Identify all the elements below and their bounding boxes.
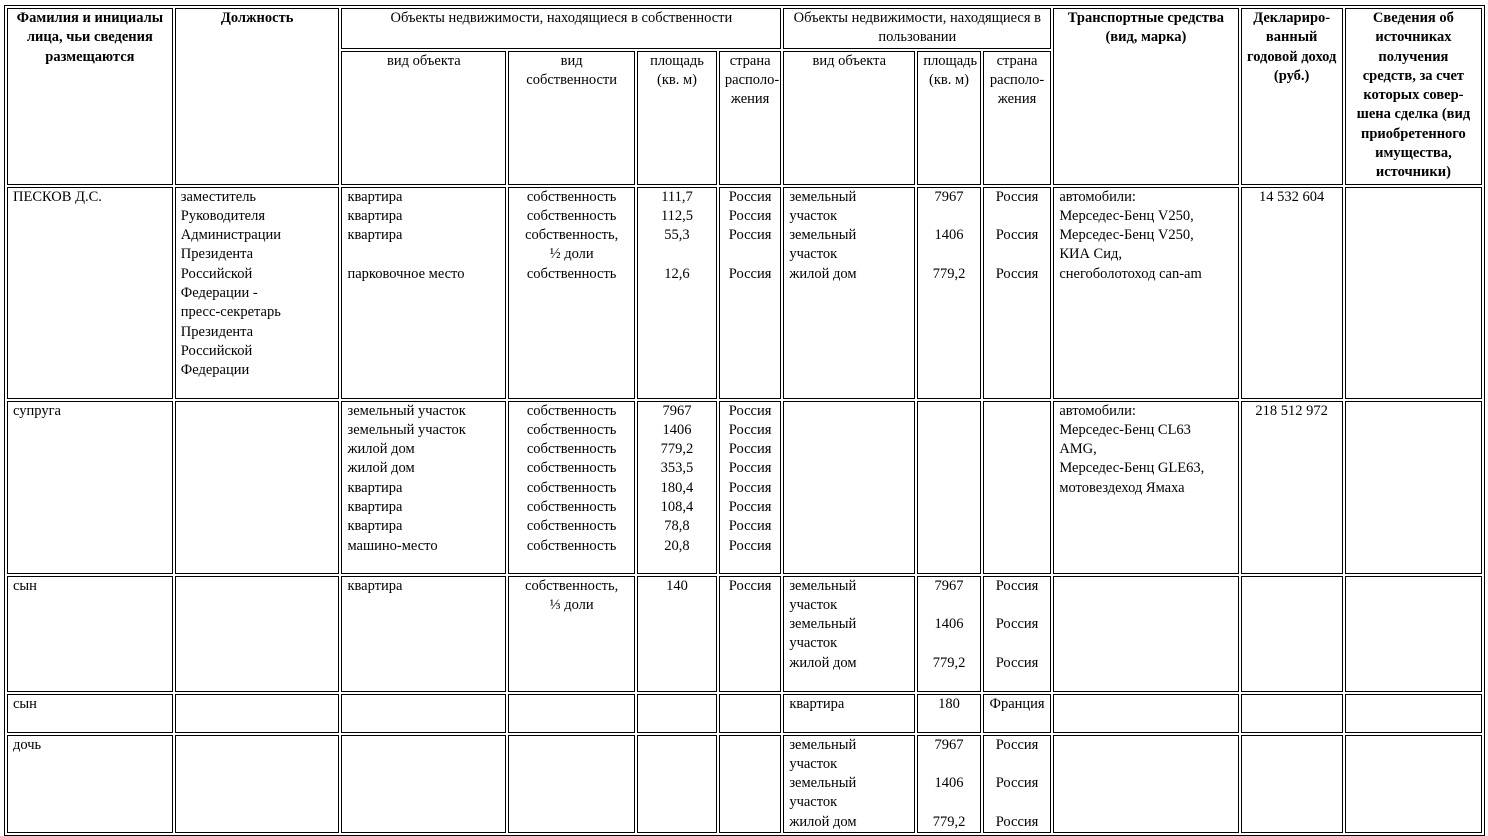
cell-line: Россия [728, 460, 772, 477]
cell-line: участок [789, 207, 838, 224]
cell-line: собственность, [525, 577, 619, 594]
position-cell [175, 576, 340, 692]
cell-line: участок [789, 794, 838, 811]
owned-area-cell [637, 187, 717, 399]
owned-object-type-cell [341, 735, 506, 833]
cell-line: Мерседес-Бенц GLE63, [1059, 460, 1205, 477]
cell-line: Россия [728, 499, 772, 516]
sources-cell [1345, 401, 1482, 574]
cell-line: 78,8 [664, 518, 690, 535]
cell-line: квартира [347, 499, 403, 516]
cell-line: Россия [995, 775, 1039, 792]
cell-line: участок [789, 246, 838, 263]
owned-ownership-type-cell [508, 735, 635, 833]
cell-line [923, 245, 974, 264]
cell-line: собственность [526, 479, 617, 496]
header-owned-group: Объекты недвижимости, находящиеся в собственности [341, 8, 781, 49]
table-row [7, 694, 1482, 733]
cell-line: участок [789, 755, 838, 772]
cell-line: ⅓ доли [549, 596, 594, 613]
cell-line [989, 207, 1046, 226]
table-row [7, 401, 1482, 574]
cell-line: 7967 [934, 188, 964, 205]
used-area-cell [917, 694, 980, 733]
cell-line: Россия [995, 736, 1039, 753]
cell-line: земельный [789, 227, 857, 244]
vehicles-cell [1053, 401, 1238, 574]
vehicles-cell [1053, 694, 1238, 733]
income-cell: 218 512 972 [1241, 401, 1343, 574]
owned-object-type-cell [341, 187, 506, 399]
used-object-type-cell [783, 401, 915, 574]
owned-object-type-cell [341, 401, 506, 574]
header-position: Должность [175, 8, 340, 185]
header-income: Деклариро-ванный годовой доход (руб.) [1241, 8, 1343, 185]
used-country-cell [983, 187, 1052, 399]
cell-line [923, 596, 974, 615]
vehicles-cell [1053, 187, 1238, 399]
cell-line: Федерации [180, 362, 250, 379]
cell-line: собственность [526, 421, 617, 438]
used-country-cell [983, 576, 1052, 692]
cell-line [989, 793, 1046, 812]
owned-country-cell [719, 694, 781, 733]
cell-line: собственность [526, 499, 617, 516]
cell-line: земельный [789, 775, 857, 792]
name-cell: ПЕСКОВ Д.С. [7, 187, 173, 399]
header-sources: Сведения об источниках получения средств, за счет которых совер-шена сделка (вид приобретенного имущества, источники) [1345, 8, 1482, 185]
cell-line: Россия [995, 813, 1039, 830]
header-owned-object-type: вид объекта [341, 51, 506, 185]
header-used-object-type: вид объекта [783, 51, 915, 185]
cell-line: жилой дом [789, 265, 857, 282]
cell-line: земельный [789, 188, 857, 205]
position-cell [175, 401, 340, 574]
cell-line: 779,2 [932, 265, 966, 282]
cell-line: собственность [526, 265, 617, 282]
cell-line: собственность [526, 537, 617, 554]
cell-line: 1406 [662, 421, 692, 438]
used-country-cell [983, 401, 1052, 574]
cell-line: Россия [995, 654, 1039, 671]
cell-line: собственность [526, 518, 617, 535]
cell-line: Россия [728, 479, 772, 496]
used-area-cell [917, 576, 980, 692]
cell-line: 1406 [934, 775, 964, 792]
cell-line [347, 245, 500, 264]
cell-line: земельный [789, 577, 857, 594]
cell-line: Россия [728, 207, 772, 224]
cell-line: собственность [526, 441, 617, 458]
cell-line: Руководителя [180, 207, 266, 224]
cell-line: 55,3 [664, 227, 690, 244]
cell-line: 7967 [662, 402, 692, 419]
cell-line: жилой дом [789, 813, 857, 830]
cell-line: ½ доли [549, 246, 594, 263]
cell-line: Администрации [180, 227, 281, 244]
cell-line: квартира [347, 188, 403, 205]
cell-line: Россия [728, 577, 772, 594]
used-object-type-cell [783, 694, 915, 733]
position-cell [175, 187, 340, 399]
income-cell [1241, 735, 1343, 833]
cell-line: Россия [728, 402, 772, 419]
owned-country-cell [719, 576, 781, 692]
owned-ownership-type-cell [508, 576, 635, 692]
cell-line: 108,4 [660, 499, 694, 516]
table-body [7, 187, 1482, 833]
cell-line: квартира [347, 227, 403, 244]
cell-line: собственность [526, 402, 617, 419]
header-owned-area: площадь (кв. м) [637, 51, 717, 185]
cell-line: Россия [728, 421, 772, 438]
owned-ownership-type-cell [508, 187, 635, 399]
cell-line [989, 245, 1046, 264]
table-row [7, 187, 1482, 399]
cell-line: Франция [989, 695, 1045, 712]
cell-line: автомобили: [1059, 402, 1136, 419]
header-used-group: Объекты недвижимости, находящиеся в пользовании [783, 8, 1051, 49]
cell-line: Россия [728, 537, 772, 554]
cell-line: 112,5 [660, 207, 694, 224]
cell-line: Мерседес-Бенц CL63 [1059, 421, 1191, 438]
cell-line: Россия [728, 265, 772, 282]
cell-line: земельный [789, 616, 857, 633]
cell-line: земельный участок [347, 421, 466, 438]
cell-line: 180,4 [660, 479, 694, 496]
cell-line: 7967 [934, 577, 964, 594]
cell-line: 12,6 [664, 265, 690, 282]
cell-line: заместитель [180, 188, 257, 205]
used-country-cell [983, 735, 1052, 833]
owned-area-cell [637, 694, 717, 733]
owned-ownership-type-cell [508, 401, 635, 574]
cell-line: земельный [789, 736, 857, 753]
cell-line: Россия [728, 227, 772, 244]
cell-line: Россия [728, 441, 772, 458]
cell-line [725, 245, 775, 264]
header-used-country: страна располо-жения [983, 51, 1052, 185]
cell-line: AMG, [1059, 441, 1097, 458]
cell-line: собственность, [525, 227, 619, 244]
cell-line: Федерации - [180, 285, 258, 302]
name-cell: супруга [7, 401, 173, 574]
owned-country-cell [719, 401, 781, 574]
cell-line: Мерседес-Бенц V250, [1059, 207, 1194, 224]
owned-object-type-cell [341, 694, 506, 733]
cell-line: 20,8 [664, 537, 690, 554]
income-cell [1241, 694, 1343, 733]
header-used-area: площадь (кв. м) [917, 51, 980, 185]
owned-ownership-type-cell [508, 694, 635, 733]
cell-line: Российской [180, 342, 253, 359]
cell-line: 779,2 [660, 441, 694, 458]
cell-line: 140 [666, 577, 688, 594]
cell-line: 1406 [934, 616, 964, 633]
cell-line: КИА Сид, [1059, 246, 1122, 263]
table-row [7, 576, 1482, 692]
owned-area-cell [637, 735, 717, 833]
cell-line: Россия [728, 188, 772, 205]
used-area-cell [917, 401, 980, 574]
sources-cell [1345, 187, 1482, 399]
owned-country-cell [719, 735, 781, 833]
name-cell: сын [7, 576, 173, 692]
table-header [7, 8, 1482, 185]
owned-country-cell [719, 187, 781, 399]
owned-area-cell [637, 576, 717, 692]
cell-line [643, 245, 711, 264]
cell-line [923, 207, 974, 226]
header-vehicles: Транспортные средства (вид, марка) [1053, 8, 1238, 185]
sources-cell [1345, 735, 1482, 833]
used-object-type-cell [783, 187, 915, 399]
cell-line: собственность [526, 207, 617, 224]
vehicles-cell [1053, 735, 1238, 833]
cell-line: собственность [526, 460, 617, 477]
cell-line [923, 793, 974, 812]
cell-line: пресс-секретарь [180, 304, 281, 321]
sources-cell [1345, 694, 1482, 733]
cell-line: 779,2 [932, 813, 966, 830]
cell-line: 353,5 [660, 460, 694, 477]
header-owned-country: страна располо-жения [719, 51, 781, 185]
cell-line [989, 634, 1046, 653]
owned-object-type-cell [341, 576, 506, 692]
position-cell [175, 694, 340, 733]
name-cell: дочь [7, 735, 173, 833]
cell-line: квартира [347, 207, 403, 224]
cell-line: Россия [995, 227, 1039, 244]
cell-line: Президента [180, 246, 254, 263]
cell-line: Россия [995, 577, 1039, 594]
income-cell [1241, 576, 1343, 692]
cell-line: квартира [347, 479, 403, 496]
cell-line: 7967 [934, 736, 964, 753]
used-country-cell [983, 694, 1052, 733]
vehicles-cell [1053, 576, 1238, 692]
cell-line: мотовездеход Ямаха [1059, 479, 1185, 496]
cell-line: жилой дом [347, 460, 415, 477]
cell-line: Россия [995, 616, 1039, 633]
cell-line: Россия [728, 518, 772, 535]
cell-line: участок [789, 635, 838, 652]
cell-line [989, 596, 1046, 615]
cell-line: собственность [526, 188, 617, 205]
cell-line [989, 755, 1046, 774]
cell-line: жилой дом [347, 441, 415, 458]
header-owned-ownership-type: вид собственности [508, 51, 635, 185]
income-cell: 14 532 604 [1241, 187, 1343, 399]
cell-line: земельный участок [347, 402, 466, 419]
cell-line [923, 755, 974, 774]
cell-line: парковочное место [347, 265, 465, 282]
cell-line: снегоболотоход can-am [1059, 265, 1202, 282]
cell-line: машино-место [347, 537, 438, 554]
cell-line: 779,2 [932, 654, 966, 671]
used-area-cell [917, 735, 980, 833]
cell-line: квартира [347, 577, 403, 594]
header-name: Фамилия и инициалы лица, чьи сведения размещаются [7, 8, 173, 185]
cell-line: Мерседес-Бенц V250, [1059, 227, 1194, 244]
cell-line [923, 634, 974, 653]
used-object-type-cell [783, 576, 915, 692]
declaration-table [4, 5, 1485, 836]
cell-line: жилой дом [789, 654, 857, 671]
cell-line: Россия [995, 265, 1039, 282]
sources-cell [1345, 576, 1482, 692]
table-row [7, 735, 1482, 833]
cell-line: участок [789, 596, 838, 613]
cell-line: квартира [347, 518, 403, 535]
used-object-type-cell [783, 735, 915, 833]
cell-line: 111,7 [661, 188, 693, 205]
used-area-cell [917, 187, 980, 399]
cell-line: Россия [995, 188, 1039, 205]
cell-line: Президента [180, 323, 254, 340]
cell-line: квартира [789, 695, 845, 712]
position-cell [175, 735, 340, 833]
cell-line: 1406 [934, 227, 964, 244]
cell-line: автомобили: [1059, 188, 1136, 205]
name-cell: сын [7, 694, 173, 733]
owned-area-cell [637, 401, 717, 574]
cell-line: 180 [938, 695, 960, 712]
cell-line: Российской [180, 265, 253, 282]
